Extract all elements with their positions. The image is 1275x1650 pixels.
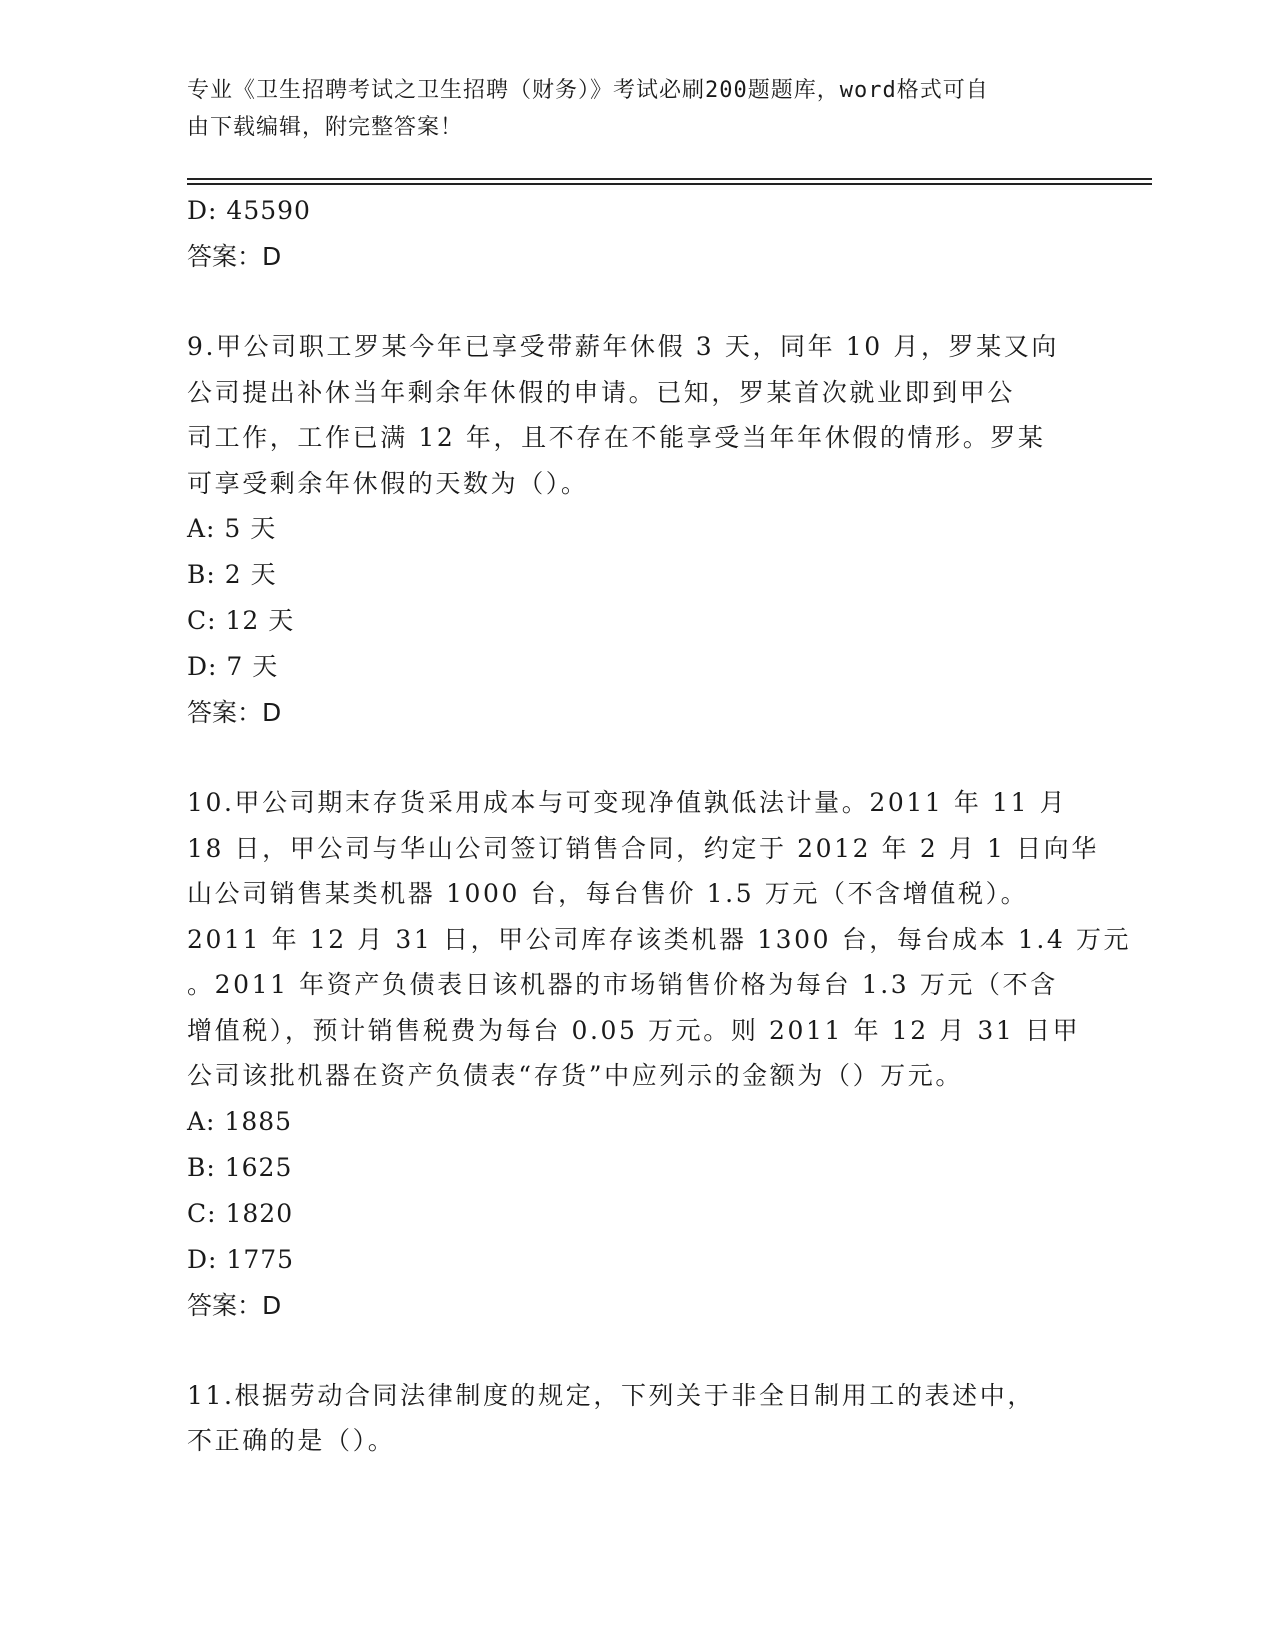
option-d: D: 45590 [187,196,311,225]
header-divider-top [187,178,1152,180]
question-text-line: 公司该批机器在资产负债表“存货”中应列示的金额为（）万元。 [187,1061,963,1090]
question-text-line: 不正确的是（）。 [187,1426,396,1455]
question-text-line: 。2011 年资产负债表日该机器的市场销售价格为每台 1.3 万元（不含 [187,970,1058,999]
answer-line: 答案：D [187,698,282,727]
question-text-line: 11.根据劳动合同法律制度的规定，下列关于非全日制用工的表述中， [187,1380,1035,1410]
answer-line: 答案：D [187,1290,282,1320]
question-10 [187,780,1132,1099]
question-text-line: 山公司销售某类机器 1000 台，每台售价 1.5 万元（不含增值税）。 [187,879,1029,908]
question-text-line: 司工作，工作已满 12 年，且不存在不能享受当年年休假的情形。罗某 [187,423,1046,452]
option-b: B: 2 天 [187,560,277,589]
document-body [187,188,1132,1464]
question-text-line: 10.甲公司期末存货采用成本与可变现净值孰低法计量。2011 年 11 月 [187,788,1068,817]
question-9 [187,324,1087,506]
question-text-line: 可享受剩余年休假的天数为（）。 [187,468,589,498]
question-text-line: 9.甲公司职工罗某今年已享受带薪年休假 3 天，同年 10 月，罗某又向 [187,332,1059,361]
option-a: A: 5 天 [187,514,277,543]
question-text-line: 公司提出补休当年剩余年休假的申请。已知，罗某首次就业即到甲公 [187,377,1016,407]
question-11 [187,1373,1087,1464]
question-text-line: 18 日，甲公司与华山公司签订销售合同，约定于 2012 年 2 月 1 日向华 [187,833,1099,863]
header-divider-bottom [187,183,1152,185]
document-header [187,72,1087,146]
option-c: C: 12 天 [187,606,295,635]
question-text-line: 增值税），预计销售税费为每台 0.05 万元。则 2011 年 12 月 31 日甲 [187,1015,1081,1045]
header-line: 专业《卫生招聘考试之卫生招聘（财务）》考试必刷200题题库，word格式可自 [187,78,989,103]
header-line: 由下载编辑，附完整答案！ [187,115,464,140]
option-a: A: 1885 [187,1106,293,1136]
option-c: C: 1820 [187,1198,294,1228]
answer-line: 答案：D [187,242,282,271]
question-text-line: 2011 年 12 月 31 日，甲公司库存该类机器 1300 台，每台成本 1.4 万元 [187,924,1132,954]
option-d: D: 1775 [187,1244,295,1274]
option-d: D: 7 天 [187,652,279,681]
option-b: B: 1625 [187,1152,293,1182]
